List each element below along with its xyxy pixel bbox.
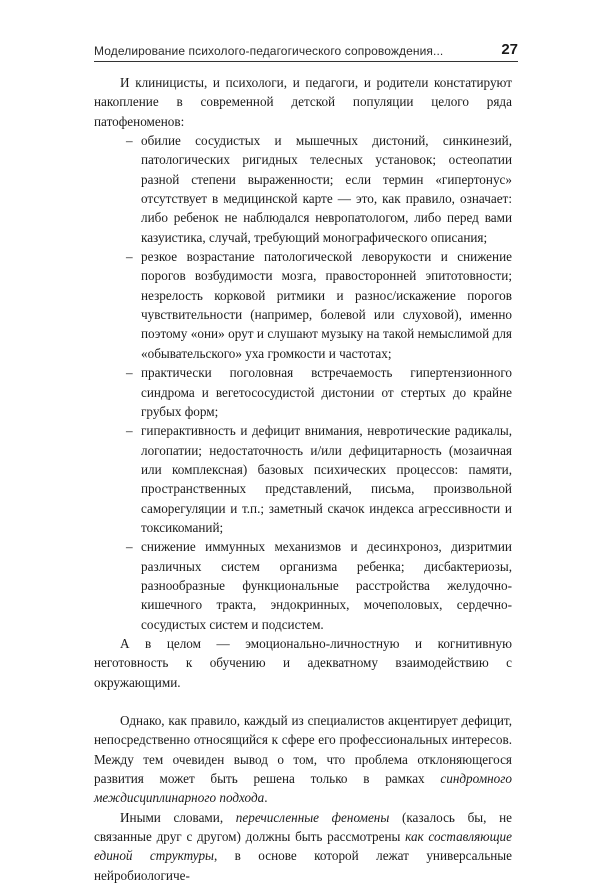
list-item <box>94 537 512 634</box>
page-number: 27 <box>501 41 518 58</box>
summary-paragraph: А в целом — эмоционально-личностную и когнитивную неготовность к обучению и адекватному взаимодействию с окружающими. <box>94 635 512 690</box>
intro-paragraph: И клиницисты, и психологи, и педагоги, и родители констатируют накопление в современной детской популяции целого ряда патофеноменов: <box>94 75 512 129</box>
conclusion-end: . <box>264 790 268 806</box>
list-item-text: резкое возрастание патологической леворукости и снижение порогов возбудимости мозга, правосторонней эпитотовности; незрелость корковой ритмики и разнос/искажение порогов чувствительности (например, болевой или слуховой), именно поэтому «они» орут и слушают музыку на такой немыслимой для «обывательского» уха громкости и частотах; <box>141 249 512 361</box>
page-header <box>94 41 518 58</box>
list-item <box>94 421 512 537</box>
list-dash: – <box>126 423 133 439</box>
main-text <box>94 73 512 885</box>
list-item <box>94 131 512 247</box>
structure-text-3: , в основе которой лежат универсальные нейробиологиче- <box>94 848 512 883</box>
list-dash: – <box>126 133 133 149</box>
list-item-text: обилие сосудистых и мышечных дистоний, синкинезий, патологических ригидных телесных установок; остеопатии разной степени выраженности; если термин «гипертонус» отсутствует в медицинской карте — это, как правило, означает: либо ребенок не наблюдался невропатологом, либо перед вами казуистика, случай, требующий монографического описания; <box>141 133 512 245</box>
list-item-text: гиперактивность и дефицит внимания, невротические радикалы, логопатии; недостаточность и/или дефицитарность (мозаичная или комплексная) базовых психических процессов: памяти, пространственных представлений, письма, произвольной саморегуляции и т.п.; заметный скачок индекса агрессивности и токсикоманий; <box>141 423 512 535</box>
structure-text-2: (казалось бы, не связанные друг с другом) должны быть рассмотрены <box>94 809 513 845</box>
list-dash: – <box>126 539 133 555</box>
paragraph-gap <box>94 692 512 711</box>
structure-emphasis-1: перечисленные феномены <box>235 809 390 825</box>
conclusion-text: Однако, как правило, каждый из специалистов акцентирует дефицит, непосредственно относящийся к сфере его профессиональных интересов. Между тем очевиден вывод о том, что проблема отклоняющегося развития может быть решена только в рамках <box>94 713 512 787</box>
running-title: Моделирование психолого-педагогического сопровождения... <box>94 44 444 58</box>
list-item <box>94 247 512 363</box>
list-item-text: снижение иммунных механизмов и десинхроноз, дизритмии различных систем организма ребенка; дисбактериозы, разнообразные функциональные расстройства желудочно-кишечного тракта, эндокринных, мочеполовых, сердечно-сосудистых систем и подсистем. <box>141 539 512 632</box>
structure-text-1: Иными словами, <box>120 809 224 825</box>
header-rule <box>94 61 518 62</box>
list-dash: – <box>126 249 133 265</box>
structure-emphasis-2: как составляющие единой структуры <box>94 829 512 864</box>
list-item <box>94 363 512 421</box>
list-item-text: практически поголовная встречаемость гипертензионного синдрома и вегетососудистой дистонии от стертых до крайне грубых форм; <box>141 365 512 419</box>
conclusion-emphasis: синдромного междисциплинарного подхода <box>94 771 513 806</box>
conclusion-paragraph <box>94 711 512 808</box>
list-dash: – <box>126 365 133 381</box>
pathophenomena-list <box>94 131 512 634</box>
structure-paragraph <box>94 808 512 885</box>
